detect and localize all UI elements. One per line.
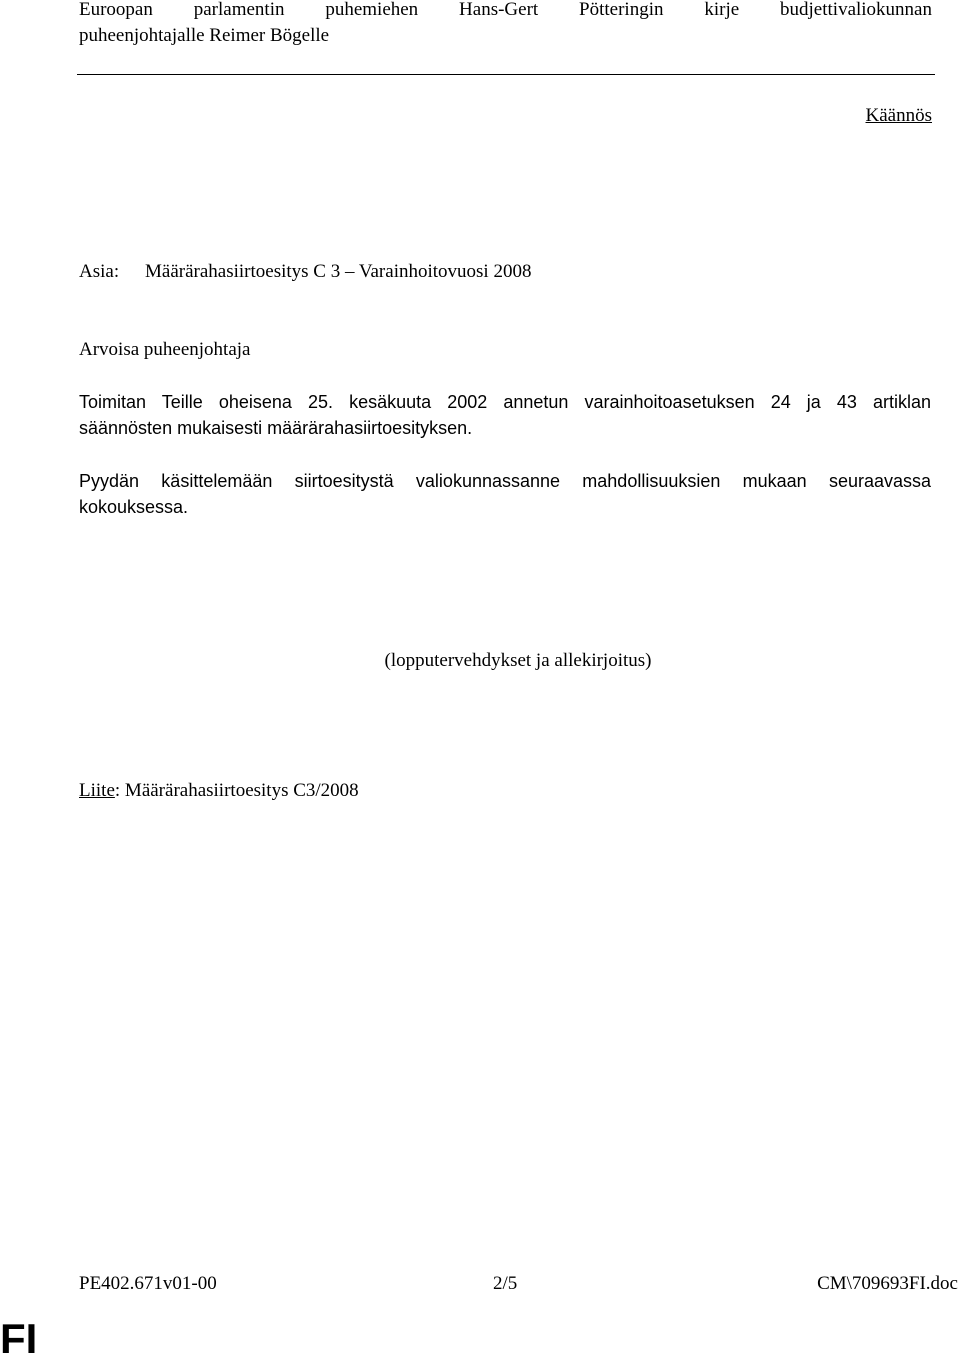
letter-title-line-1: Euroopan parlamentin puhemiehen Hans-Gert Pötteringin kirje budjettivaliokunnan — [79, 0, 932, 20]
subject-text: Määrärahasiirtoesitys C 3 – Varainhoitovuosi 2008 — [145, 261, 532, 282]
language-code: FI — [0, 1315, 38, 1362]
closing-remark: (lopputervehdykset ja allekirjoitus) — [384, 650, 652, 671]
header-divider — [77, 74, 935, 75]
subject-line — [79, 259, 531, 285]
body-paragraph-2-line-1: Pyydän käsittelemään siirtoesitystä valiokunnassanne mahdollisuuksien mukaan seuraavassa — [79, 471, 931, 491]
attachment-separator: : — [114, 780, 121, 801]
salutation: Arvoisa puheenjohtaja — [79, 339, 251, 360]
footer-reference: PE402.671v01-00 — [79, 1273, 217, 1294]
attachment-label: Liite — [79, 780, 115, 801]
body-paragraph-1-line-2: säännösten mukaisesti määrärahasiirtoesityksen. — [79, 418, 473, 438]
footer-page-number: 2/5 — [493, 1273, 518, 1294]
attachment-line — [79, 778, 359, 804]
letter-title — [79, 0, 932, 49]
letter-title-line-2: puheenjohtajalle Reimer Bögelle — [79, 25, 330, 46]
body-paragraph-1 — [79, 389, 931, 441]
body-paragraph-1-line-1: Toimitan Teille oheisena 25. kesäkuuta 2002 annetun varainhoitoasetuksen 24 ja 43 artiklan — [79, 392, 931, 412]
body-paragraph-2 — [79, 468, 931, 520]
footer-filename: CM\709693FI.doc — [817, 1273, 958, 1294]
body-paragraph-2-line-2: kokouksessa. — [79, 497, 189, 517]
subject-label: Asia: — [79, 261, 120, 282]
translation-label: Käännös — [865, 105, 932, 126]
attachment-text: Määrärahasiirtoesitys C3/2008 — [124, 780, 359, 801]
